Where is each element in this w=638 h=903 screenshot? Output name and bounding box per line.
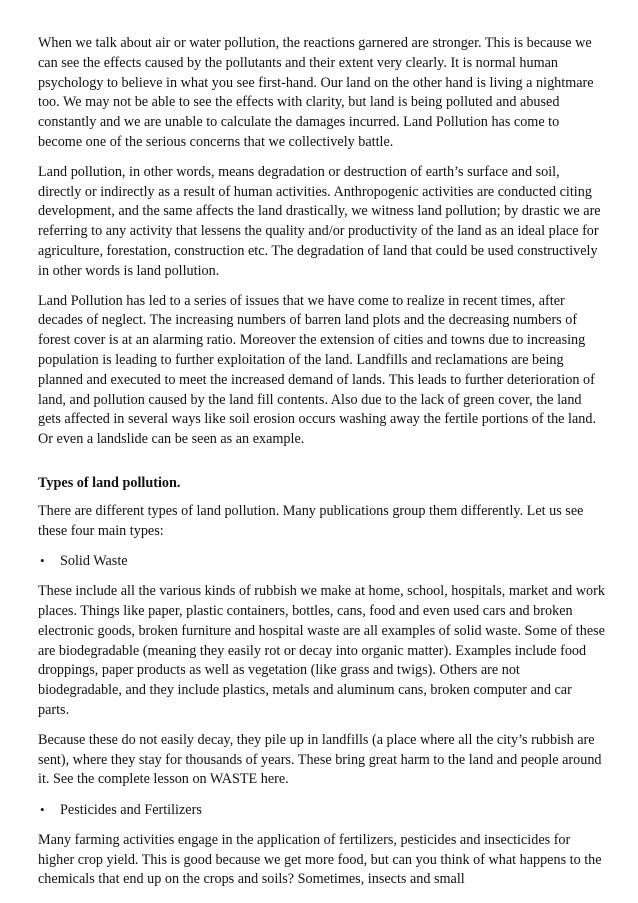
intro-paragraph-2: Land pollution, in other words, means degradation or destruction of earth’s surface and soil, directly or indirectly as a result of human activities. Anthropogenic activities are conducted citing development, and the same affects the land drastically, we witness land pollution; by drastic we are referring to any activity that lessens the quality and/or productivity of the land as an ideal place for agriculture, forestation, construction etc. The degradation of land that could be used constructively in other words is land pollution. bbox=[38, 163, 601, 279]
intro-paragraph-3: Land Pollution has led to a series of issues that we have come to realize in recent times, after decades of neglect. The increasing numbers of barren land plots and the decreasing numbers of forest cover is at an alarming ratio. Moreover the extension of cities and towns due to increasing population is leading to further exploitation of the land. Landfills and reclamations are being planned and executed to meet the increased demand of lands. This leads to further deterioration of land, and pollution caused by the land fill contents. Also due to the lack of green cover, the land gets affected in several ways like soil erosion occurs washing away the fertile portions of the land. Or even a landslide can be seen as an example. bbox=[38, 292, 597, 448]
bullet-solid-waste-label: Solid Waste bbox=[60, 553, 128, 570]
section-spacer bbox=[38, 460, 606, 474]
bullet-solid-waste bbox=[38, 551, 606, 572]
pesticides-paragraph-1: Many farming activities engage in the application of fertilizers, pesticides and insecticides for higher crop yield. This is good because we get more food, but can you think of what happens to the chemicals that end up on the crops and soils? Sometimes, insects and small bbox=[38, 831, 602, 888]
bullet-pesticides-label: Pesticides and Fertilizers bbox=[60, 802, 202, 819]
solid-waste-paragraph-2: Because these do not easily decay, they pile up in landfills (a place where all the city’s rubbish are sent), where they stay for thousands of years. These bring great harm to the land and people around it. See the complete lesson on WASTE here. bbox=[38, 731, 602, 788]
bullet-dot-icon: • bbox=[40, 802, 45, 818]
solid-waste-paragraph-1: These include all the various kinds of rubbish we make at home, school, hospitals, market and work places. Things like paper, plastic containers, bottles, cans, food and even used cars and broken electronic goods, broken furniture and hospital waste are all examples of solid waste. Some of these are biodegradable (meaning they easily rot or decay into organic matter). Examples include food droppings, paper products as well as vegetation (like grass and twigs). Others are not biodegradable, and they include plastics, metals and aluminum cans, broken computer and car parts. bbox=[38, 583, 605, 718]
document-page bbox=[38, 34, 606, 900]
intro-paragraph-1: When we talk about air or water pollution, the reactions garnered are stronger. This is because we can see the effects caused by the pollutants and their extent very clearly. It is normal human psychology to believe in what you see first-hand. Our land on the other hand is living a nightmare too. We may not be able to see the effects with clarity, but land is being polluted and abused constantly and we are unable to calculate the damages incurred. Land Pollution has come to become one of the serious concerns that we collectively battle. bbox=[38, 35, 594, 150]
bullet-dot-icon: • bbox=[40, 553, 45, 569]
types-intro-paragraph: There are different types of land pollution. Many publications group them differently. Let us see these four main types: bbox=[38, 502, 584, 539]
section-heading-types: Types of land pollution. bbox=[38, 474, 181, 491]
bullet-pesticides bbox=[38, 800, 606, 821]
